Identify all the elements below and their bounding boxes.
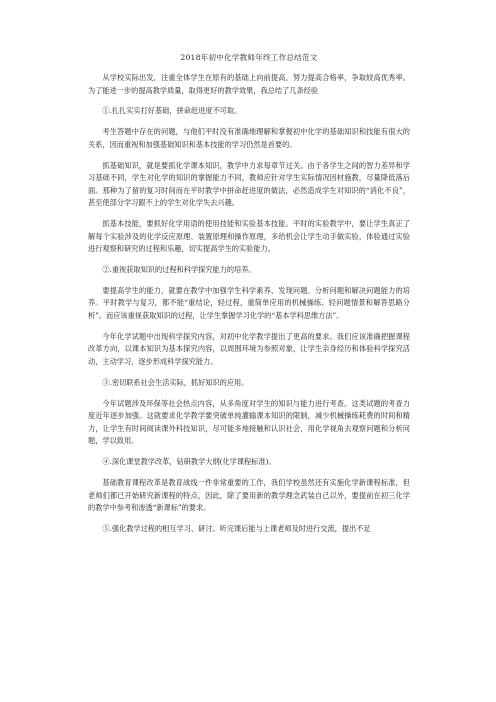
section-heading: ③.密切联系社会生活实际，抓好知识的应用。 [102, 377, 249, 387]
section-heading: ④.深化课堂教学改革，钻研教学大纲(化学课程标准)。 [102, 457, 276, 467]
paragraph: 从学校实际出发，注重全体学生在原有的基础上向前提高，努力提高合格率，争取较高优秀率。为了能进一步的提高教学质量，取得更好的教学效果，我总结了几条经验 [88, 73, 410, 95]
paragraph: 考生答题中存在的问题，与他们平时没有准确地理解和掌握初中化学的基础知识和技能有很大的关系，因而重视和加强基础知识和基本技能的学习仍然是首要的。 [88, 127, 410, 149]
document-title: 2018年初中化学教师年终工作总结范文 [180, 53, 318, 62]
section-heading: ②.重视获取知识的过程和科学探究能力的培养。 [102, 265, 256, 275]
paragraph: 抓基础知识，就是要抓化学课本知识，教学中力求每章节过关。由于各学生之间的智力差异和学习基础不同，学生对化学的知识的掌握能力不同，教师应针对学生实际情况因材施教，尽量降低落后面。那种为了留的复习时间而在平时教学中拼命赶进度的做法，必然造成学生对知识的“消化不良”，甚至使部分学习跟不上的学生对化学失去兴趣。 [88, 160, 410, 208]
paragraph: 要提高学生的能力，就要在教学中加强学生科学素养、发现问题、分析问题和解决问题能力的培养。平时教学与复习，都不能“重结论，轻过程，重简单应用的机械操练、轻问题情景和解答思路分析”。而应该重视获取知识的过程，让学生掌握学习化学的“基本学科思维方法”。 [88, 285, 410, 321]
section-heading: ①.扎扎实实打好基础，拼命赶进度不可取。 [102, 106, 242, 116]
paragraph: 抓基本技能，要抓好化学用语的使用技能和实验基本技能。平时的实验教学中，要让学生真正了解每个实验涉及的化学反应原理、装置原理和操作原理，多给机会让学生动手做实验，体验通过实验进行观察和研究的过程和乐趣，切实提高学生的实验能力。 [88, 219, 410, 254]
paragraph: 今年试题涉及环保等社会热点内容，从多角度对学生的知识与能力进行考查。这类试题的考查力度近年逐步加强。这就要求化学教学要突破单纯灌输课本知识的限制，减少机械操练耗费的时间和精力，让学生有时间阅读课外科技知识，尽可能多地接触和认识社会，用化学视角去观察问题和分析问题，学以致用。 [88, 398, 410, 446]
paragraph: 基础教育课程改革是教育战线一件非常重要的工作，我们学校虽然还有实施化学新课程标准，但老师们都已开始研究新课程的特点，因此，除了要用新的教学理念武装自己以外，要提前在初三化学的教学中参考和渗透“新课标”的要求。 [88, 477, 410, 513]
section-heading: ⑤.强化教学过程的相互学习、研讨。听完课后能与上课老师及时进行交流，提出不足 [102, 523, 371, 533]
paragraph: 今年化学试题中出现科学探究内容，对初中化学教学提出了更高的要求。我们应该准确把握课程改革方向，以课本知识为基本探究内容，以周围环境为参照对象，让学生亲身经历和体验科学探究活动，主动学习，逐步形成科学探究能力。 [88, 331, 410, 366]
document-page [88, 52, 410, 544]
